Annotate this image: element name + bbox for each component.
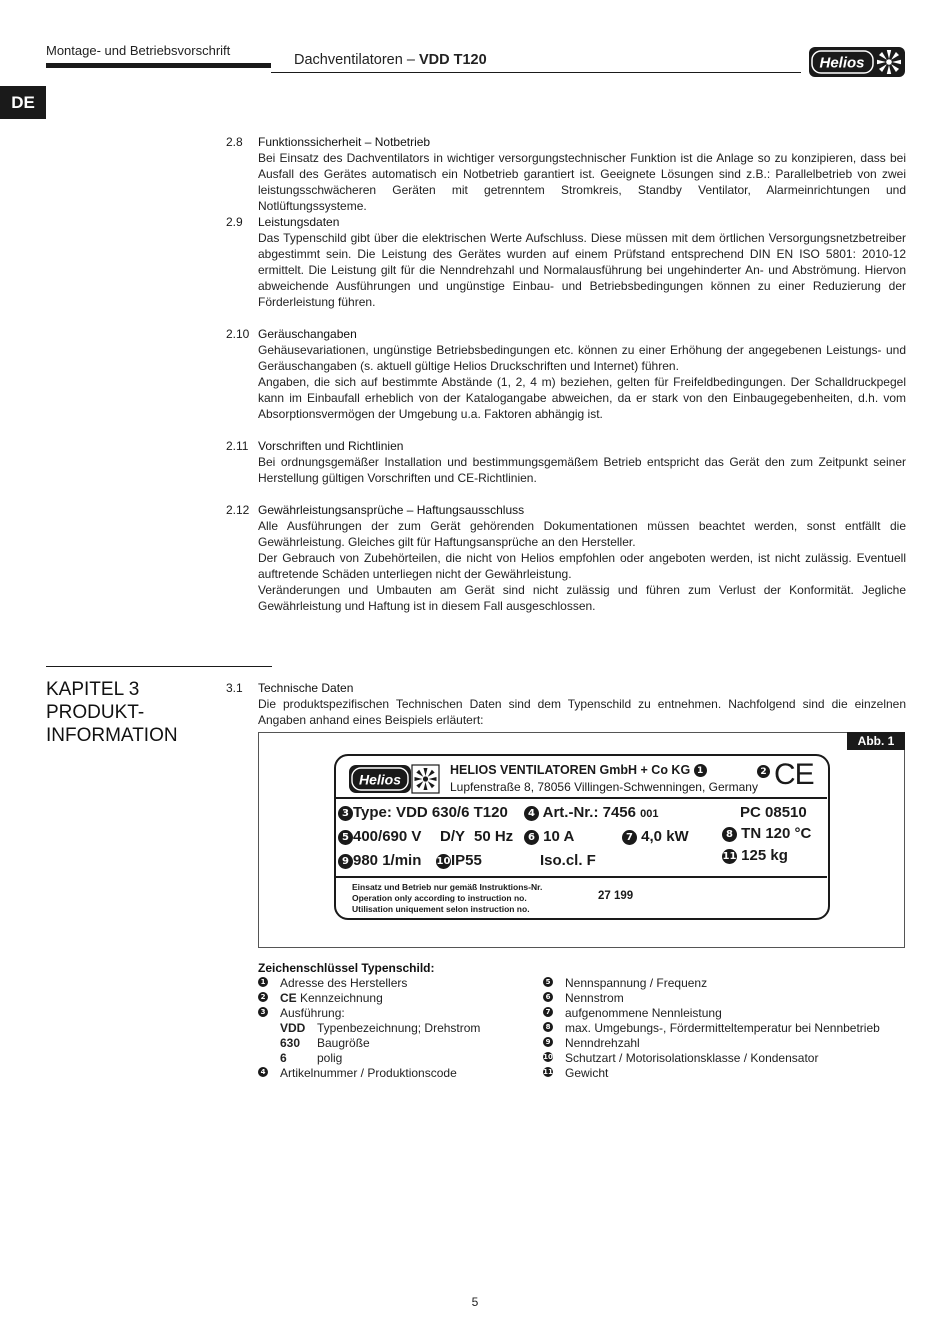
ce-mark: CE bbox=[774, 758, 814, 791]
section-paragraph: Bei Einsatz des Dachventilators in wichtiger versorgungstechnischer Funktion ist die Anlage so zu konzipieren, dass bei Ausfall des Gerätes automatisch ein Notbetrieb garantiert ist. Geeignete Lösungen sind z.B.: Parallelbetrieb von zwei leistungsschwächeren Geräten mit getrenntem Stromkreis, Standby Ventilator, Alarmeinrichtungen und Notlüftungssysteme. bbox=[258, 151, 906, 213]
header-bar bbox=[46, 63, 271, 68]
plate-logo-text: Helios bbox=[358, 771, 402, 788]
helios-logo bbox=[808, 46, 906, 78]
legend-text: Schutzart / Motorisolationsklasse / Kondensator bbox=[565, 1051, 819, 1065]
legend-item bbox=[543, 1051, 880, 1066]
section-paragraph: Die produktspezifischen Technischen Daten sind dem Typenschild zu entnehmen. Nachfolgend sind die einzelnen Angaben anhand eines Beispiels erläutert: bbox=[258, 697, 906, 727]
chapter-line: PRODUKT- bbox=[46, 702, 145, 723]
section-paragraph: Bei ordnungsgemäßer Installation und bestimmungsgemäßem Betrieb entspricht das Gerät den zum Zeitpunkt seiner Herstellung gültigen Vorschriften und CE-Richtlinien. bbox=[258, 455, 906, 485]
legend-item bbox=[258, 1006, 480, 1021]
legend-item bbox=[258, 1066, 480, 1081]
plate-pc: PC 08510 bbox=[740, 804, 807, 821]
current-value: 10 A bbox=[543, 828, 575, 845]
power-value: 4,0 kW bbox=[641, 828, 689, 845]
plate-temp bbox=[722, 825, 811, 842]
legend-text: Baugröße bbox=[317, 1036, 370, 1050]
legend-item bbox=[543, 1066, 880, 1081]
plate-current bbox=[524, 828, 574, 845]
plate-type bbox=[338, 804, 508, 821]
legend-marker: 11 bbox=[543, 1067, 553, 1076]
legend-text: Ausführung: bbox=[280, 1006, 345, 1020]
section-number: 2.11 bbox=[226, 439, 249, 453]
marker-4: 4 bbox=[524, 806, 539, 821]
section-2-12 bbox=[226, 502, 906, 614]
section-3-1 bbox=[226, 680, 906, 728]
marker-8: 8 bbox=[722, 827, 737, 842]
legend-item bbox=[543, 1021, 880, 1036]
section-2-10 bbox=[226, 326, 906, 422]
plate-connection: D/Y bbox=[440, 828, 466, 845]
legend-marker: 10 bbox=[543, 1052, 553, 1061]
legend-text: polig bbox=[317, 1051, 343, 1065]
legend-text: aufgenommene Nennleistung bbox=[565, 1006, 722, 1020]
section-paragraph: Alle Ausführungen der zum Gerät gehörenden Dokumentationen müssen beachtet werden, sonst entfällt die Gewährleistung. Gleiches gilt für Haftungsansprüche an den Hersteller. bbox=[258, 519, 906, 549]
legend-text: Typenbezeichnung; Drehstrom bbox=[317, 1021, 481, 1035]
plate-speed bbox=[338, 852, 421, 869]
section-paragraph: Das Typenschild gibt über die elektrischen Werte Aufschluss. Diese müssen mit dem örtlichen Versorgungsnetzbetreiber abgestimmt sein. Die Leistung des Gerätes wurden auf einem Prüfstand entsprechend DIN EN ISO 5801: 2010-12 ermittelt. Die Leistung gilt für die Nenndrehzahl und Normalausführung bei ungehinderter An- und Abströmung. Hiervon abweichende Ausführungen und ungünstige Einbau- und Betriebsbedingungen können zu einer Reduzierung der Förderleistung führen. bbox=[258, 231, 906, 309]
weight-value: 125 kg bbox=[741, 847, 788, 864]
plate-ip bbox=[436, 852, 482, 869]
legend-text: Nennstrom bbox=[565, 991, 624, 1005]
plate-frequency: 50 Hz bbox=[474, 828, 514, 845]
plate-voltage bbox=[338, 828, 421, 845]
legend-subitem bbox=[258, 1036, 480, 1051]
section-title: Gewährleistungsansprüche – Haftungsausschluss bbox=[258, 503, 525, 517]
ip-value: IP55 bbox=[451, 852, 482, 869]
plate-isoclass: Iso.cl. F bbox=[540, 852, 596, 869]
legend-item bbox=[258, 976, 480, 991]
marker-11: 11 bbox=[722, 850, 737, 862]
legend-text: Artikelnummer / Produktionscode bbox=[280, 1066, 457, 1080]
marker-5: 5 bbox=[338, 830, 353, 845]
legend-text: Kennzeichnung bbox=[296, 991, 383, 1005]
chapter-rule bbox=[46, 666, 272, 667]
document-type: Montage- und Betriebsvorschrift bbox=[46, 43, 231, 58]
figure-tag: Abb. 1 bbox=[847, 732, 905, 750]
artnr-value: Art.-Nr.: 7456 bbox=[542, 804, 636, 821]
legend-left bbox=[258, 961, 480, 1081]
section-title: Vorschriften und Richtlinien bbox=[258, 439, 404, 453]
plate-artnr bbox=[524, 804, 659, 821]
temp-value: TN 120 °C bbox=[741, 825, 812, 842]
section-title: Technische Daten bbox=[258, 681, 354, 695]
legend-marker: 9 bbox=[543, 1037, 553, 1047]
chapter-line: INFORMATION bbox=[46, 725, 178, 746]
type-value: Type: VDD 630/6 T120 bbox=[353, 804, 508, 821]
header-rule bbox=[271, 72, 801, 73]
legend-text: max. Umgebungs-, Fördermitteltemperatur bei Nennbetrieb bbox=[565, 1021, 880, 1035]
legend-bold: CE bbox=[280, 991, 297, 1005]
plate-address: Lupfenstraße 8, 78056 Villingen-Schwenningen, Germany bbox=[450, 780, 758, 794]
chapter-line: KAPITEL 3 bbox=[46, 679, 140, 700]
section-2-11 bbox=[226, 438, 906, 486]
fan-icon bbox=[877, 50, 901, 74]
plate-weight bbox=[722, 847, 788, 864]
marker-10: 10 bbox=[436, 855, 451, 867]
section-paragraph: Angaben, die sich auf bestimmte Abstände (1, 2, 4 m) beziehen, gelten für Freifeldbedingungen. Der Schalldruckpegel kann im Einbaufall erheblich von der Katalogangabe abweichen, da er stark von den Einbaugegebenheiten, d.h. vom Absorptionsvermögen der Umgebung u.a. Faktoren abhängig ist. bbox=[258, 375, 906, 421]
section-paragraph: Gehäusevariationen, ungünstige Betriebsbedingungen etc. können zu einer Erhöhung der angegebenen Leistungs- und Geräuschangaben (s. aktuell gültige Helios Druckschriften und Internet) führen. bbox=[258, 343, 906, 373]
legend-item bbox=[258, 991, 480, 1006]
legend-code: 6 bbox=[280, 1051, 287, 1065]
legend-item bbox=[543, 976, 880, 991]
section-paragraph: Veränderungen und Umbauten am Gerät sind nicht zulässig und führen zum Verlust der Konformität. Jegliche Gewährleistung und Haftung ist in diesem Fall ausgeschlossen. bbox=[258, 583, 906, 613]
marker-1: 1 bbox=[694, 764, 707, 777]
product-prefix: Dachventilatoren – bbox=[294, 52, 419, 68]
plate-divider bbox=[336, 876, 827, 878]
legend-marker: 2 bbox=[258, 992, 268, 1002]
legend-text: Gewicht bbox=[565, 1066, 609, 1080]
marker-3: 3 bbox=[338, 806, 353, 821]
type-plate bbox=[334, 754, 830, 920]
marker-6: 6 bbox=[524, 830, 539, 845]
legend-text: Adresse des Herstellers bbox=[280, 976, 408, 990]
section-number: 2.9 bbox=[226, 215, 243, 229]
company-text: HELIOS VENTILATOREN GmbH + Co KG bbox=[450, 763, 691, 777]
legend-code: 630 bbox=[280, 1036, 301, 1050]
plate-instr-number: 27 199 bbox=[598, 890, 634, 902]
legend-item bbox=[543, 1036, 880, 1051]
page-number: 5 bbox=[471, 1295, 479, 1309]
instr-de: Einsatz und Betrieb nur gemäß Instruktions-Nr. bbox=[352, 882, 543, 892]
legend-text: Nennspannung / Frequenz bbox=[565, 976, 708, 990]
instr-en: Operation only according to instruction no. bbox=[352, 893, 527, 903]
legend-code: VDD bbox=[280, 1021, 306, 1035]
legend-marker: 4 bbox=[258, 1067, 268, 1077]
product-model: VDD T120 bbox=[418, 52, 487, 68]
section-title: Geräuschangaben bbox=[258, 327, 357, 341]
section-title: Funktionssicherheit – Notbetrieb bbox=[258, 135, 431, 149]
legend-text: Nenndrehzahl bbox=[565, 1036, 640, 1050]
section-number: 2.8 bbox=[226, 135, 243, 149]
speed-value: 980 1/min bbox=[353, 852, 422, 869]
section-2-8 bbox=[226, 134, 906, 214]
section-number: 3.1 bbox=[226, 681, 243, 695]
artnr-suffix: 001 bbox=[640, 808, 659, 820]
section-2-9 bbox=[226, 214, 906, 310]
fan-icon bbox=[415, 768, 437, 790]
plate-instructions bbox=[352, 882, 542, 915]
legend-marker: 8 bbox=[543, 1022, 553, 1032]
plate-power bbox=[622, 828, 689, 845]
section-number: 2.10 bbox=[226, 327, 250, 341]
plate-company bbox=[450, 763, 707, 777]
voltage-value: 400/690 V bbox=[353, 828, 422, 845]
legend-marker: 3 bbox=[258, 1007, 268, 1017]
marker-7: 7 bbox=[622, 830, 637, 845]
section-paragraph: Der Gebrauch von Zubehörteilen, die nicht von Helios empfohlen oder angeboten werden, ist nicht zulässig. Eventuell auftretende Schäden unterliegen nicht der Gewährleistung. bbox=[258, 551, 906, 581]
chapter-title bbox=[46, 678, 178, 747]
legend-right bbox=[543, 976, 880, 1081]
legend-subitem bbox=[258, 1021, 480, 1036]
instr-fr: Utilisation uniquement selon instruction no. bbox=[352, 904, 530, 914]
legend-subitem bbox=[258, 1051, 480, 1066]
language-tab: DE bbox=[0, 86, 46, 119]
legend-item bbox=[543, 1006, 880, 1021]
section-number: 2.12 bbox=[226, 503, 250, 517]
plate-divider bbox=[336, 797, 827, 799]
legend-item bbox=[543, 991, 880, 1006]
legend-marker: 7 bbox=[543, 1007, 553, 1017]
legend-heading: Zeichenschlüssel Typenschild: bbox=[258, 961, 435, 975]
legend-marker: 5 bbox=[543, 977, 553, 987]
plate-helios-logo bbox=[348, 764, 440, 794]
logo-text: Helios bbox=[819, 54, 865, 72]
product-title bbox=[294, 52, 487, 68]
legend-marker: 6 bbox=[543, 992, 553, 1002]
marker-2: 2 bbox=[757, 765, 770, 778]
legend-marker: 1 bbox=[258, 977, 268, 987]
section-title: Leistungsdaten bbox=[258, 215, 340, 229]
marker-9: 9 bbox=[338, 854, 353, 869]
